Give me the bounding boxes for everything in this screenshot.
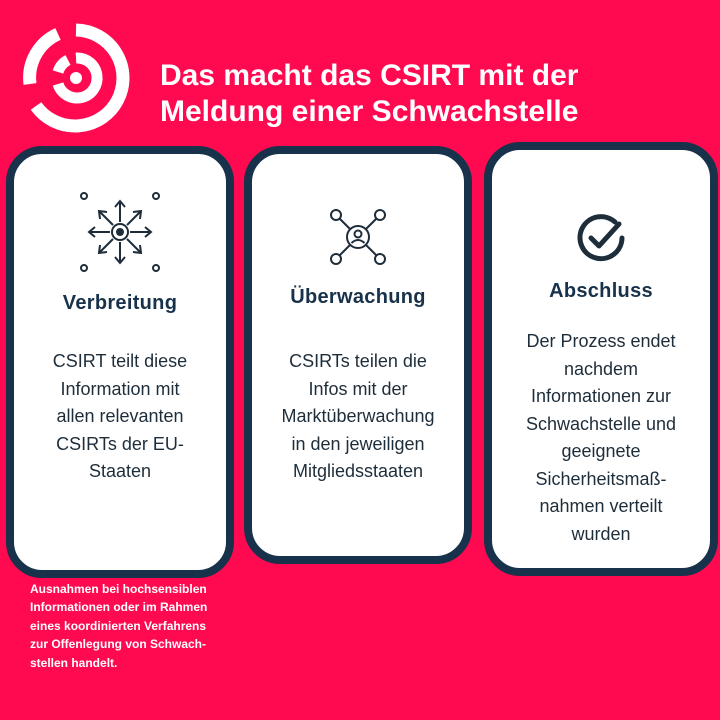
text-line: CSIRTs der EU- xyxy=(56,433,184,454)
check-circle-icon xyxy=(575,212,627,264)
card-verbreitung xyxy=(6,146,234,578)
text-line: Sicherheitsmaß- xyxy=(535,468,667,489)
card-title: Verbreitung xyxy=(62,292,178,314)
text-line: Infos mit der xyxy=(308,378,408,399)
csirt-target-logo-icon xyxy=(18,22,138,134)
network-distribution-icon xyxy=(80,192,160,272)
title-line-1: Das macht das CSIRT mit der xyxy=(160,59,579,92)
card-text xyxy=(502,328,700,548)
text-line: nachdem xyxy=(563,358,639,379)
footnote xyxy=(30,580,250,672)
footnote-line: Informationen oder im Rahmen xyxy=(30,600,208,615)
title-line-2: Meldung einer Schwachstelle xyxy=(160,95,579,128)
card-abschluss xyxy=(484,142,718,576)
text-line: CSIRT teilt diese xyxy=(52,351,188,371)
card-title: Abschluss xyxy=(549,280,653,302)
text-line: Mitgliedsstaaten xyxy=(292,461,424,481)
footnote-line: eines koordinierten Verfahrens xyxy=(30,618,207,633)
user-network-icon xyxy=(329,208,387,266)
card-title: Überwachung xyxy=(290,286,426,308)
text-line: Marktüberwachung xyxy=(281,406,435,426)
text-line: allen relevanten xyxy=(56,406,184,426)
text-line: Schwachstelle und xyxy=(525,413,677,434)
text-line: Information mit xyxy=(60,378,180,399)
card-ueberwachung xyxy=(244,146,472,564)
page-title xyxy=(160,58,700,130)
text-line: geeignete xyxy=(561,441,641,461)
text-line: nahmen verteilt xyxy=(539,496,663,516)
text-line: Informationen zur xyxy=(530,386,672,406)
footnote-line: stellen handelt. xyxy=(30,655,118,670)
text-line: wurden xyxy=(571,523,631,544)
footnote-line: zur Offenlegung von Schwach- xyxy=(30,637,207,652)
text-line: Staaten xyxy=(88,461,152,481)
text-line: Der Prozess endet xyxy=(526,331,676,351)
card-text xyxy=(262,348,454,486)
card-text xyxy=(24,348,216,486)
footnote-line: Ausnahmen bei hochsensiblen xyxy=(30,582,207,596)
text-line: in den jeweiligen xyxy=(291,433,425,454)
text-line: CSIRTs teilen die xyxy=(289,351,427,371)
